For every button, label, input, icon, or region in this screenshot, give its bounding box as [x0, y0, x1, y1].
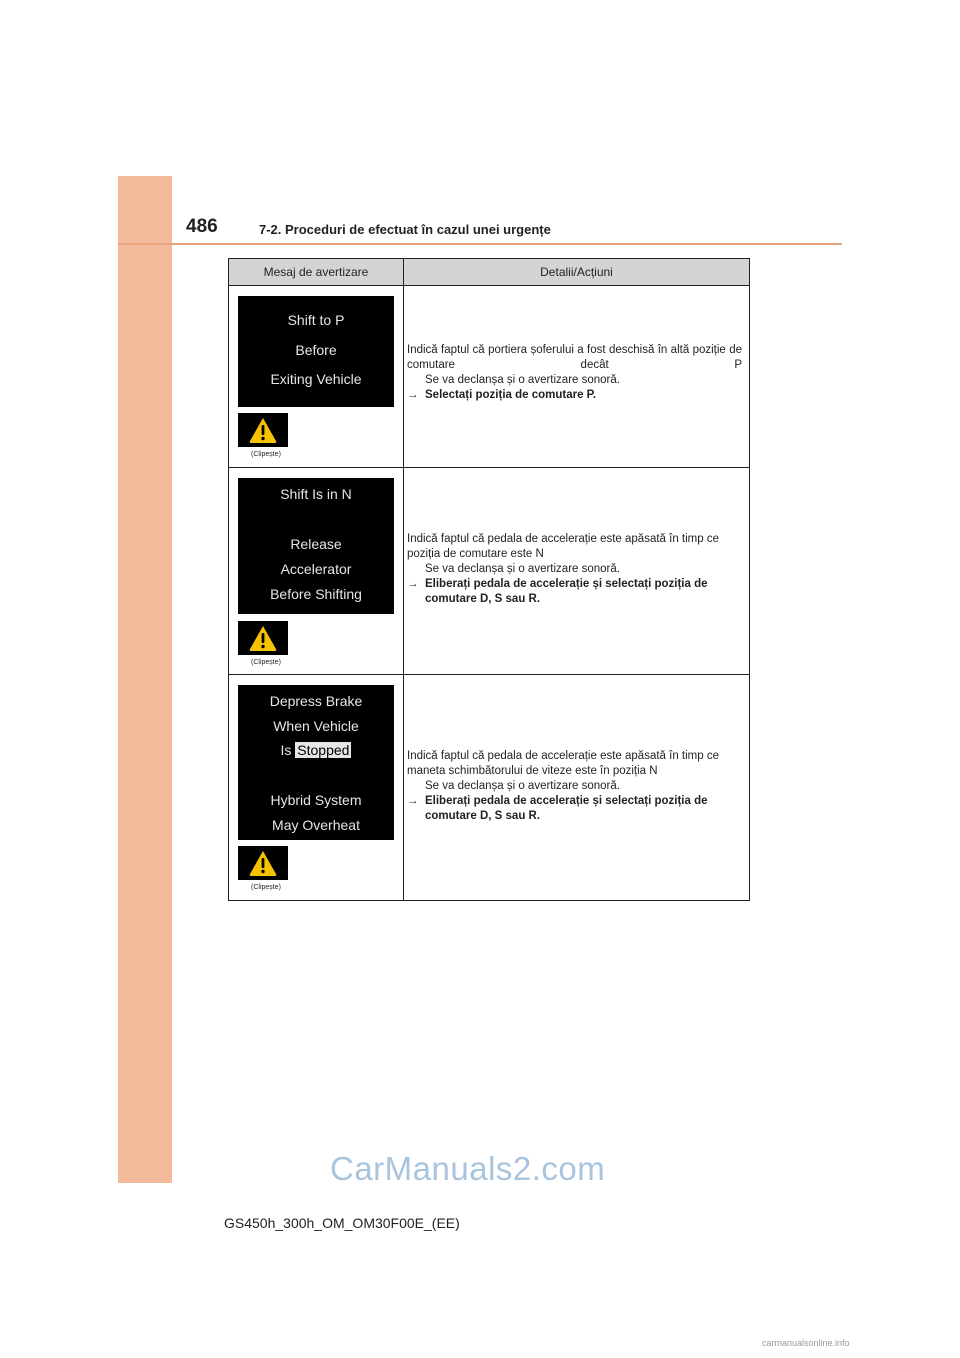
caption-flashing: (Clipește): [251, 659, 281, 666]
display-shift-is-in-n: [238, 478, 394, 614]
display-line: Before: [295, 342, 337, 358]
display-line: Release: [290, 536, 342, 552]
sound-note: Se va declanșa și o avertizare sonoră.: [425, 780, 620, 792]
row-description: [407, 532, 742, 607]
display-line: Hybrid System: [270, 792, 362, 808]
footer-site-label: carmanualsonline.info: [762, 1338, 850, 1348]
warning-triangle-icon: [248, 624, 278, 652]
display-highlight: Stopped: [297, 742, 350, 758]
display-line: Before Shifting: [270, 586, 362, 602]
warning-light: [238, 621, 288, 655]
column-header-details: Detalii/Acțiuni: [540, 265, 613, 279]
warning-light: [238, 846, 288, 880]
action-line: [407, 794, 742, 824]
display-line: [238, 742, 394, 758]
row-description: [407, 343, 742, 403]
description-text: Indică faptul că portiera șoferului a fost deschisă în altă poziție de comutare decât P: [407, 344, 742, 371]
page-number: 486: [186, 216, 218, 237]
display-depress-brake: [238, 685, 394, 840]
row-divider: [229, 674, 749, 675]
description-text: Indică faptul că pedala de accelerație este apăsată în timp ce maneta schimbătorului de viteze este în poziția N: [407, 750, 719, 777]
warning-light: [238, 413, 288, 447]
caption-flashing: (Clipește): [251, 451, 281, 458]
display-line: Depress Brake: [269, 693, 363, 709]
row-divider: [229, 467, 749, 468]
display-line: Exiting Vehicle: [270, 371, 362, 387]
display-line: Shift Is in N: [280, 486, 352, 502]
column-header-message: Mesaj de avertizare: [263, 265, 369, 279]
sound-note: Se va declanșa și o avertizare sonoră.: [425, 563, 620, 575]
description-text: Indică faptul că pedala de accelerație este apăsată în timp ce poziția de comutare este N: [407, 533, 719, 560]
warning-messages-table: [228, 258, 750, 901]
warning-triangle-icon: [248, 849, 278, 877]
action-text: Eliberați pedala de accelerație și selectați poziția de comutare D, S sau R.: [425, 578, 708, 605]
document-code: GS450h_300h_OM_OM30F00E_(EE): [224, 1215, 460, 1231]
display-line: When Vehicle: [273, 718, 359, 734]
watermark: CarManuals2.com: [330, 1150, 606, 1187]
header-rule: [118, 243, 842, 245]
display-line: May Overheat: [272, 817, 360, 833]
column-divider: [403, 259, 404, 900]
warning-triangle-icon: [248, 416, 278, 444]
display-word: Is: [280, 742, 292, 758]
section-title: 7-2. Proceduri de efectuat în cazul unei urgențe: [259, 222, 551, 237]
table-header-row: [229, 259, 749, 286]
sound-note: Se va declanșa și o avertizare sonoră.: [425, 374, 620, 386]
action-text: Eliberați pedala de accelerație și selectați poziția de comutare D, S sau R.: [425, 795, 708, 822]
arrow-icon: →: [407, 578, 419, 590]
display-line: Accelerator: [280, 561, 352, 577]
action-line: [407, 577, 742, 607]
section-side-tab: [118, 176, 172, 1183]
arrow-icon: →: [407, 389, 419, 401]
caption-flashing: (Clipește): [251, 884, 281, 891]
action-line: [407, 388, 742, 403]
arrow-icon: →: [407, 795, 419, 807]
action-text: Selectați poziția de comutare P.: [425, 389, 597, 401]
row-description: [407, 749, 742, 824]
display-line: Shift to P: [287, 312, 345, 328]
display-shift-to-p: [238, 296, 394, 407]
